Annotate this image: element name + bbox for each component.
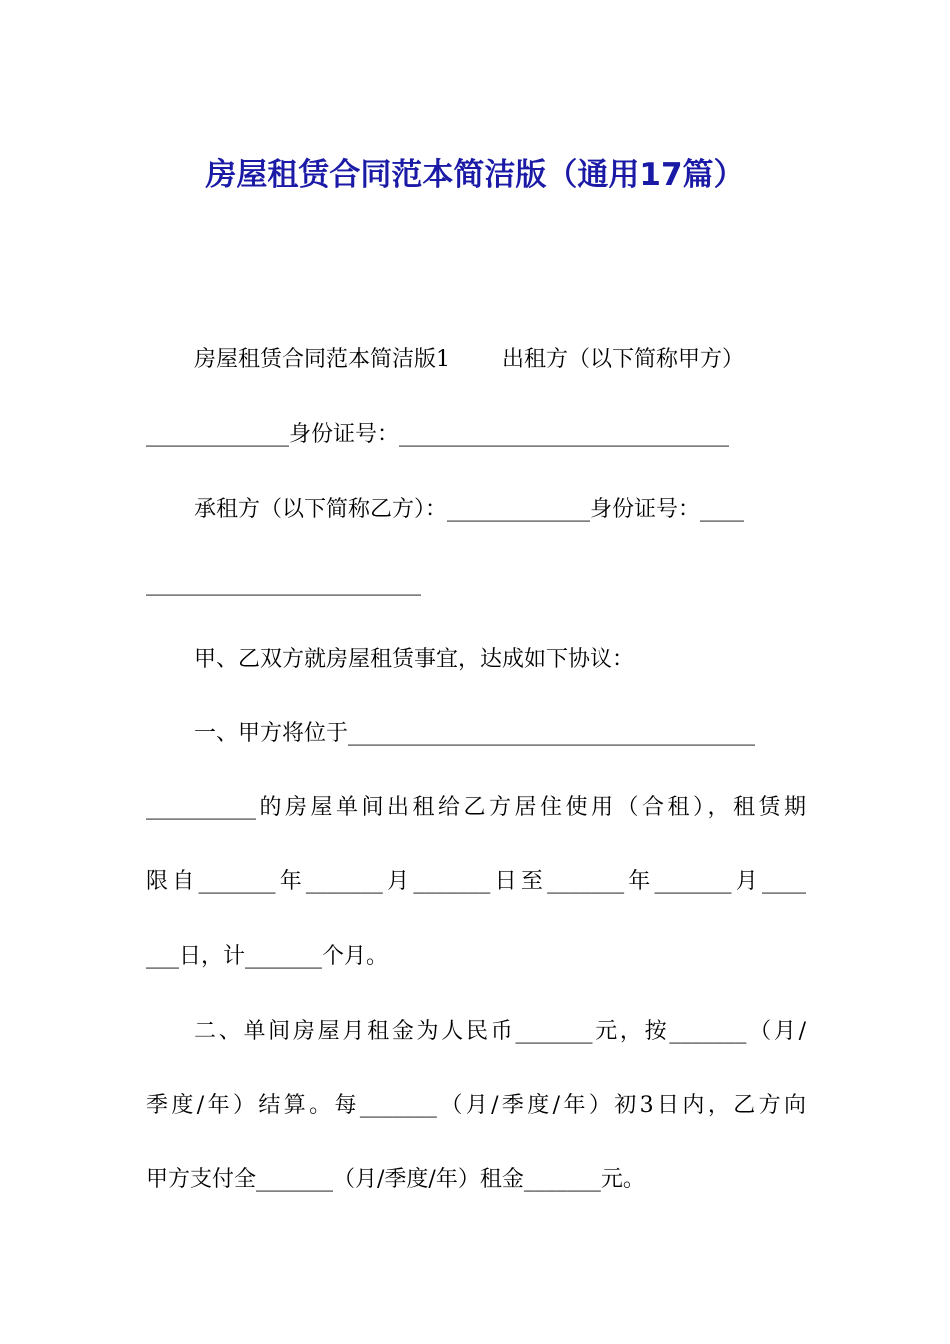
paragraph-line-3: 承租方（以下简称乙方）：_____________身份证号：____ — [194, 497, 745, 522]
paragraph-line-12: 甲方支付全_______（月/季度/年）租金_______元。 — [146, 1167, 645, 1192]
paragraph-line-7: __________的房屋单间出租给乙方居住使用（合租），租赁期 — [146, 795, 806, 820]
lessor-label: 出租方（以下简称甲方） — [502, 347, 745, 372]
paragraph-line-4: _________________________ — [146, 571, 421, 596]
paragraph-line-1 — [146, 340, 806, 380]
paragraph-line-5: 甲、乙双方就房屋租赁事宜，达成如下协议： — [194, 647, 635, 672]
paragraph-line-8: 限自_______年_______月_______日至_______年_______月____ — [146, 869, 806, 894]
document-title: 房屋租赁合同范本简洁版（通用17篇） — [205, 156, 745, 193]
paragraph-line-11: 季度/年）结算。每_______（月/季度/年）初3日内，乙方向 — [146, 1093, 806, 1118]
paragraph-line-10: 二、单间房屋月租金为人民币_______元，按_______（月/ — [194, 1019, 806, 1044]
section-heading: 房屋租赁合同范本简洁版1 — [194, 347, 450, 372]
paragraph-line-6: 一、甲方将位于_____________________________________ — [194, 721, 756, 746]
paragraph-line-9: ___日，计_______个月。 — [146, 944, 389, 969]
paragraph-line-2: _____________身份证号：______________________________ — [146, 422, 730, 447]
